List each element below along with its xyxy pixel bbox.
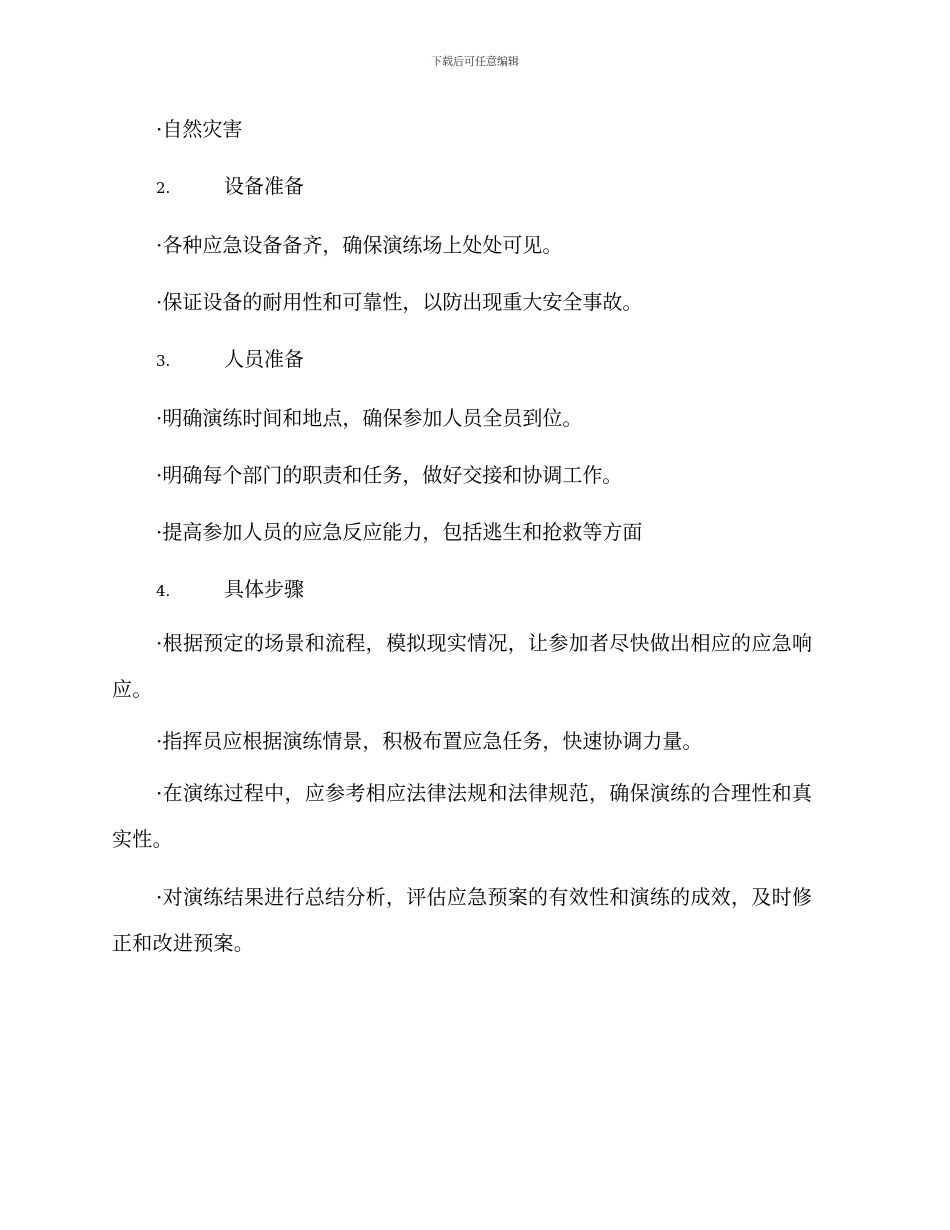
section-number: 2. [156, 179, 171, 197]
bullet-responsibilities: ·明确每个部门的职责和任务，做好交接和协调工作。 [156, 463, 623, 487]
section-number: 4. [156, 582, 171, 600]
paragraph-simulation: ·根据预定的场景和流程，模拟现实情况，让参加者尽快做出相应的应急响应。 [112, 631, 813, 701]
bullet-commander: ·指挥员应根据演练情景，积极布置应急任务，快速协调力量。 [156, 729, 703, 753]
section-title: 具体步骤 [224, 577, 304, 601]
bullet-equipment-reliability: ·保证设备的耐用性和可靠性，以防出现重大安全事故。 [156, 290, 643, 314]
page-header: 下载后可任意编辑 [431, 55, 519, 68]
bullet-natural-disaster: ·自然灾害 [156, 117, 243, 141]
section-heading-3 [112, 342, 828, 378]
bullet-response-ability: ·提高参加人员的应急反应能力，包括逃生和抢救等方面 [156, 520, 643, 544]
paragraph-summary: ·对演练结果进行总结分析，评估应急预案的有效性和演练的成效，及时修正和改进预案。 [112, 885, 813, 955]
bullet-time-location: ·明确演练时间和地点，确保参加人员全员到位。 [156, 406, 583, 430]
bullet-equipment-ready: ·各种应急设备备齐，确保演练场上处处可见。 [156, 233, 563, 257]
section-heading-2 [112, 169, 828, 205]
section-title: 人员准备 [224, 347, 304, 371]
section-title: 设备准备 [224, 174, 304, 198]
section-heading-4 [112, 572, 828, 608]
paragraph-regulations: ·在演练过程中，应参考相应法律法规和法律规范，确保演练的合理性和真实性。 [112, 781, 813, 851]
section-number: 3. [156, 352, 171, 370]
document-body [112, 112, 828, 966]
